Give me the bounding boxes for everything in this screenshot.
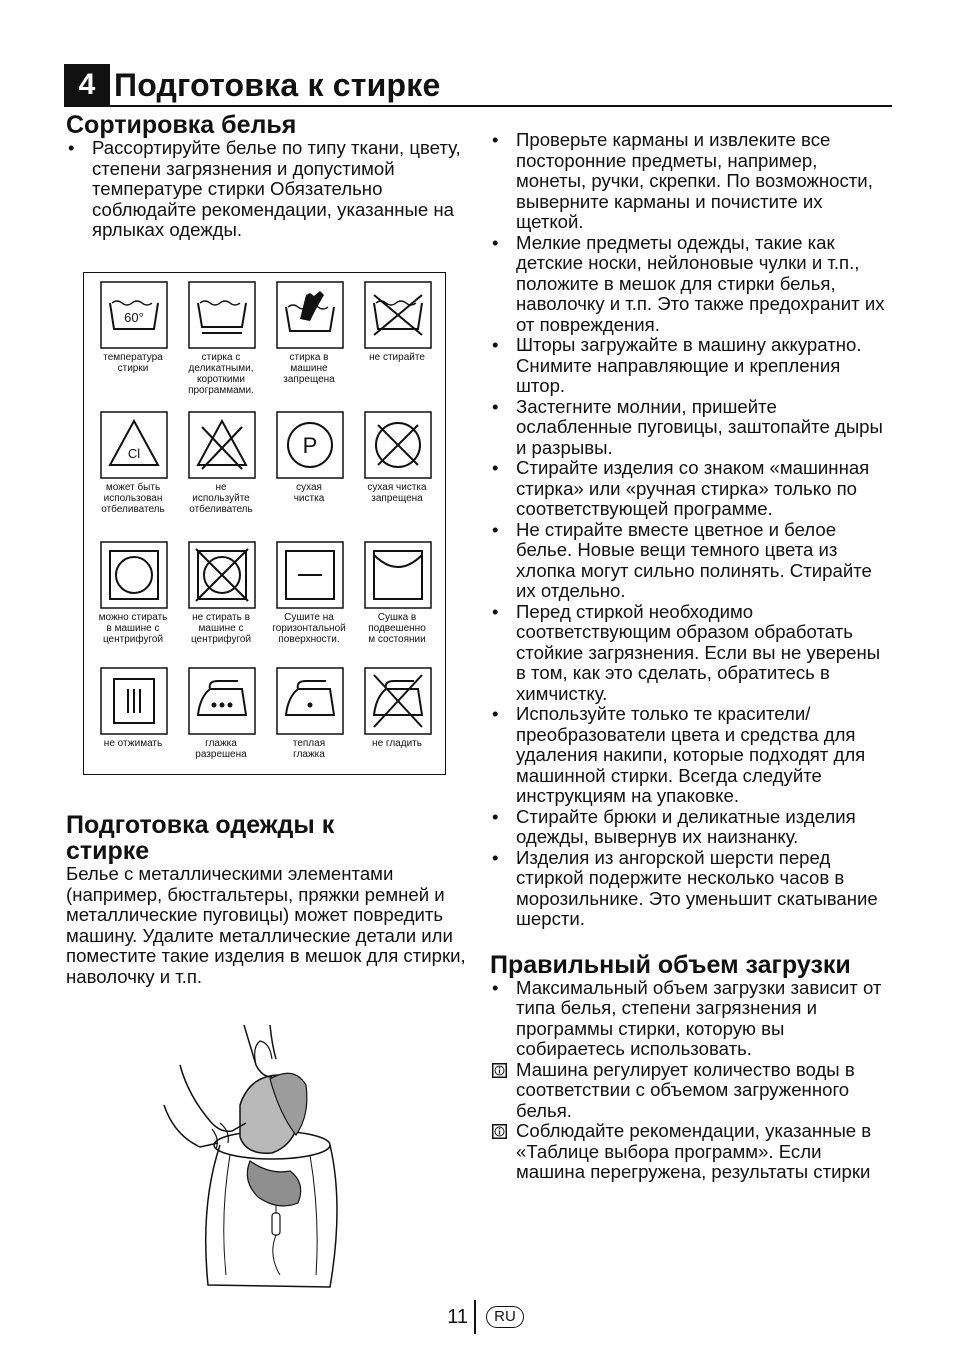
chapter-header	[64, 64, 892, 107]
preparing-heading-line2: стирке	[66, 837, 150, 865]
symbol-iron-allowed	[178, 667, 264, 760]
preparing-heading-line1: Подготовка одежды к	[66, 811, 335, 839]
symbol-dry-clean	[266, 411, 352, 504]
iron-hot-icon	[188, 667, 256, 735]
symbol-label: не используйте отбеливатель	[189, 482, 253, 515]
load-info-1-text: Машина регулирует количество воды в соответствии с объемом загруженного белья.	[516, 1058, 855, 1121]
symbol-iron-warm	[266, 667, 352, 760]
symbol-label: стирка с деликатными, короткими программами.	[188, 352, 254, 396]
symbol-label: может быть использован отбеливатель	[101, 482, 165, 515]
load-info-2	[490, 1121, 890, 1183]
info-icon	[492, 1124, 507, 1139]
symbol-label: сухая чистка запрещена	[367, 482, 427, 504]
symbol-label: сухая чистка	[293, 482, 325, 504]
no-wring-icon	[100, 667, 168, 735]
symbol-label: не отжимать	[103, 738, 163, 749]
symbol-label: не гладить	[372, 738, 422, 749]
chapter-title: Подготовка к стирке	[114, 67, 441, 103]
symbol-no-bleach	[178, 411, 264, 515]
symbol-no-iron	[354, 667, 440, 749]
preparation-tips-list	[490, 130, 890, 930]
bleach-code: Cl	[127, 446, 141, 461]
tip-item: • Изделия из ангорской шерсти перед стиркой подержите несколько часов в морозильнике. Это уменьшит скатывание шерсти.	[490, 848, 890, 930]
tip-item: • Перед стиркой необходимо соответствующим образом обработать стойкие загрязнения. Если вы не уверены в том, как это сделать, обратитесь в химчистку.	[490, 602, 890, 705]
symbol-label: не стирать в машине с центрифугой	[190, 612, 252, 645]
laundry-bag-illustration	[160, 1025, 380, 1295]
wash-delicate-icon	[188, 281, 256, 349]
symbol-no-wash	[354, 281, 440, 363]
page-number: 11	[447, 1306, 468, 1328]
no-bleach-icon	[188, 411, 256, 479]
no-tumble-dry-icon	[188, 541, 256, 609]
dry-clean-code: P	[302, 433, 318, 458]
symbol-label: глажка разрешена	[195, 738, 247, 760]
bleach-icon	[100, 411, 168, 479]
sorting-list	[66, 138, 466, 241]
symbol-no-dry-clean	[354, 411, 440, 504]
hand-wash-icon	[276, 281, 344, 349]
no-wash-icon	[364, 281, 432, 349]
tip-item: • Используйте только те красители/ преобразователи цвета и средства для удаления накипи, которые подходят для машинной стирки. Всегда следуйте инструкциям на упаковке.	[490, 704, 890, 807]
load-bullet: • Максимальный объем загрузки зависит от типа белья, степени загрязнения и программы стирки, которую вы собираетесь использовать.	[490, 978, 890, 1060]
no-iron-icon	[364, 667, 432, 735]
symbol-label: не стирайте	[369, 352, 425, 363]
dry-flat-icon	[276, 541, 344, 609]
load-heading: Правильный объем загрузки	[490, 950, 851, 979]
tip-item: • Стирайте брюки и деликатные изделия одежды, вывернув их наизнанку.	[490, 807, 890, 848]
sorting-heading: Сортировка белья	[66, 111, 297, 139]
symbol-label: температура стирки	[103, 352, 163, 374]
wash-60-icon	[100, 281, 168, 349]
line-dry-icon	[364, 541, 432, 609]
dry-clean-icon	[276, 411, 344, 479]
symbol-label: Сушите на горизонтальной поверхности.	[272, 612, 346, 645]
symbol-label: стирка в машине запрещена	[283, 352, 335, 385]
symbol-wash-temperature	[90, 281, 176, 374]
left-column	[66, 112, 466, 241]
symbol-label: теплая глажка	[292, 738, 326, 760]
info-icon	[492, 1063, 507, 1078]
symbol-tumble-dry	[90, 541, 176, 645]
no-dry-clean-icon	[364, 411, 432, 479]
language-badge: RU	[486, 1306, 524, 1328]
symbol-no-wring	[90, 667, 176, 749]
symbol-dry-flat	[266, 541, 352, 645]
preparing-section	[66, 812, 466, 987]
tip-item: • Мелкие предметы одежды, такие как детские носки, нейлоновые чулки и т.п., положите в мешок для стирки белья, наволочку и т.п. Это также предохранит их от повреждения.	[490, 233, 890, 336]
symbol-label: Сушка в подвешенно м состоянии	[368, 612, 426, 645]
tip-item: • Шторы загружайте в машину аккуратно. Снимите направляющие и крепления штор.	[490, 335, 890, 397]
iron-warm-icon	[276, 667, 344, 735]
symbol-bleach-allowed	[90, 411, 176, 515]
care-symbols-table	[83, 272, 446, 775]
load-info-1	[490, 1060, 890, 1122]
symbol-line-dry	[354, 541, 440, 645]
wash-temp-value: 60°	[124, 310, 144, 325]
footer-divider	[474, 1300, 476, 1334]
tip-item: • Застегните молнии, пришейте ослабленные пуговицы, заштопайте дыры и разрывы.	[490, 397, 890, 459]
symbol-no-tumble-dry	[178, 541, 264, 645]
preparing-text: Белье с металлическими элементами (например, бюстгальтеры, пряжки ремней и металлические пуговицы) может повредить машину. Удалите металлические детали или поместите такие изделия в мешок для стирки, наволочку и т.п.	[66, 863, 466, 987]
tip-item: • Проверьте карманы и извлеките все посторонние предметы, например, монеты, ручки, скрепки. По возможности, выверните карманы и почистите их щеткой.	[490, 130, 890, 233]
load-info-2-text: Соблюдайте рекомендации, указанные в «Таблице выбора программ». Если машина перегружена, результаты стирки	[516, 1120, 872, 1182]
right-column	[490, 130, 890, 1183]
tip-item: • Не стирайте вместе цветное и белое белье. Новые вещи темного цвета из хлопка могут сильно полинять. Стирайте их отдельно.	[490, 520, 890, 602]
symbol-label: можно стирать в машине с центрифугой	[98, 612, 168, 645]
load-list	[490, 978, 890, 1183]
tip-item: • Стирайте изделия со знаком «машинная стирка» или «ручная стирка» только по соответствующей программе.	[490, 458, 890, 520]
symbol-delicate-wash	[178, 281, 264, 396]
sorting-bullet: • Рассортируйте белье по типу ткани, цвету, степени загрязнения и допустимой температуре стирки Обязательно соблюдайте рекомендации, указанные на ярлыках одежды.	[66, 138, 466, 241]
symbol-hand-wash	[266, 281, 352, 385]
tumble-dry-icon	[100, 541, 168, 609]
chapter-number: 4	[64, 64, 110, 106]
